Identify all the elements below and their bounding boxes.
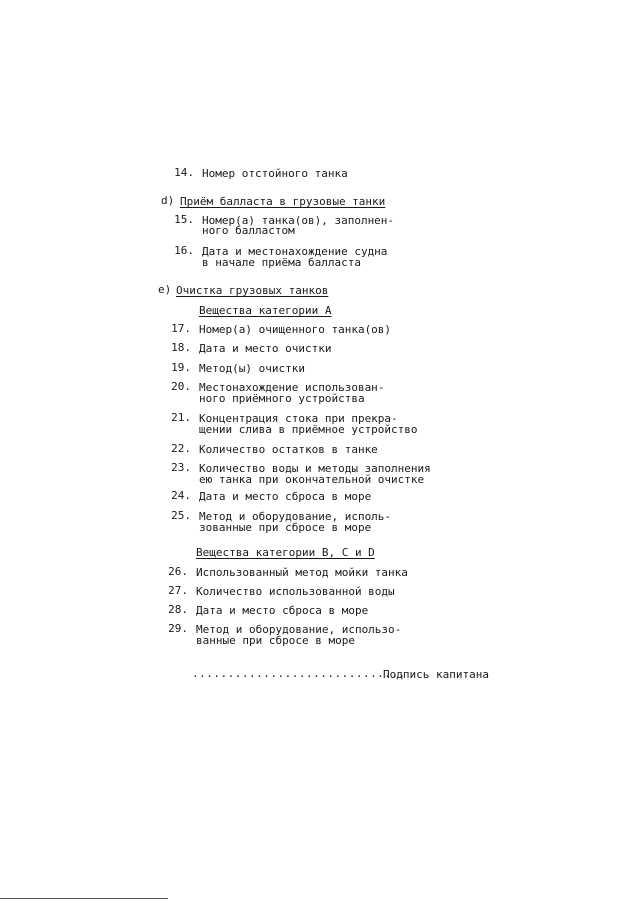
item-number: 19. bbox=[171, 361, 191, 374]
item-text-line1: Концентрация стока при прекра- bbox=[199, 412, 398, 425]
item-number: 22. bbox=[171, 442, 191, 455]
footnote-rule bbox=[0, 898, 168, 899]
item-number: 17. bbox=[171, 322, 191, 335]
section-title: Приём балласта в грузовые танки bbox=[180, 195, 386, 208]
item-number: 27. bbox=[168, 584, 188, 597]
section-letter: d) bbox=[161, 194, 175, 207]
item-text-line1: Метод и оборудование, использо- bbox=[196, 623, 402, 636]
item-text: Номер(а) очищенного танка(ов) bbox=[199, 323, 392, 336]
item-number: 25. bbox=[171, 509, 191, 522]
item-number: 15. bbox=[174, 213, 194, 226]
item-number: 23. bbox=[171, 461, 191, 474]
subsection-title: Вещества категории В, С и D bbox=[196, 546, 375, 559]
signature-label: Подпись капитана bbox=[383, 668, 489, 681]
item-text-line1: Дата и местонахождение судна bbox=[202, 245, 388, 258]
item-text-line1: Количество воды и методы заполнения bbox=[199, 462, 431, 475]
item-text-line2: ею танка при окончательной очистке bbox=[199, 473, 425, 486]
section-title: Очистка грузовых танков bbox=[176, 284, 329, 297]
item-text-line2: щении слива в приёмное устройство bbox=[199, 423, 418, 436]
item-text: Номер отстойного танка bbox=[202, 167, 348, 180]
item-text-line2: ного приёмного устройства bbox=[199, 392, 365, 405]
item-number: 16. bbox=[174, 244, 194, 257]
item-number: 26. bbox=[168, 565, 188, 578]
item-number: 21. bbox=[171, 411, 191, 424]
item-text-line2: в начале приёма балласта bbox=[202, 256, 361, 269]
signature-dots: .............................. bbox=[192, 667, 406, 680]
item-text: Дата и место сброса в море bbox=[196, 604, 369, 617]
item-text: Количество использованной воды bbox=[196, 585, 395, 598]
item-text: Метод(ы) очистки bbox=[199, 362, 305, 375]
item-text-line1: Метод и оборудование, исполь- bbox=[199, 510, 392, 523]
item-text: Дата и место очистки bbox=[199, 342, 332, 355]
item-number: 24. bbox=[171, 489, 191, 502]
item-number: 18. bbox=[171, 341, 191, 354]
item-number: 20. bbox=[171, 380, 191, 393]
item-number: 29. bbox=[168, 622, 188, 635]
item-text: Количество остатков в танке bbox=[199, 443, 378, 456]
item-text-line2: ного балластом bbox=[202, 224, 295, 237]
section-letter: e) bbox=[158, 283, 172, 296]
item-text-line1: Номер(а) танка(ов), заполнен- bbox=[202, 214, 395, 227]
item-text-line1: Местонахождение использован- bbox=[199, 381, 385, 394]
subsection-title: Вещества категории А bbox=[199, 304, 332, 317]
item-number: 14. bbox=[174, 166, 194, 179]
item-text-line2: ванные при сбросе в море bbox=[196, 634, 355, 647]
item-text: Дата и место сброса в море bbox=[199, 490, 372, 503]
item-text-line2: зованные при сбросе в море bbox=[199, 521, 372, 534]
item-number: 28. bbox=[168, 603, 188, 616]
item-text: Использованный метод мойки танка bbox=[196, 566, 408, 579]
